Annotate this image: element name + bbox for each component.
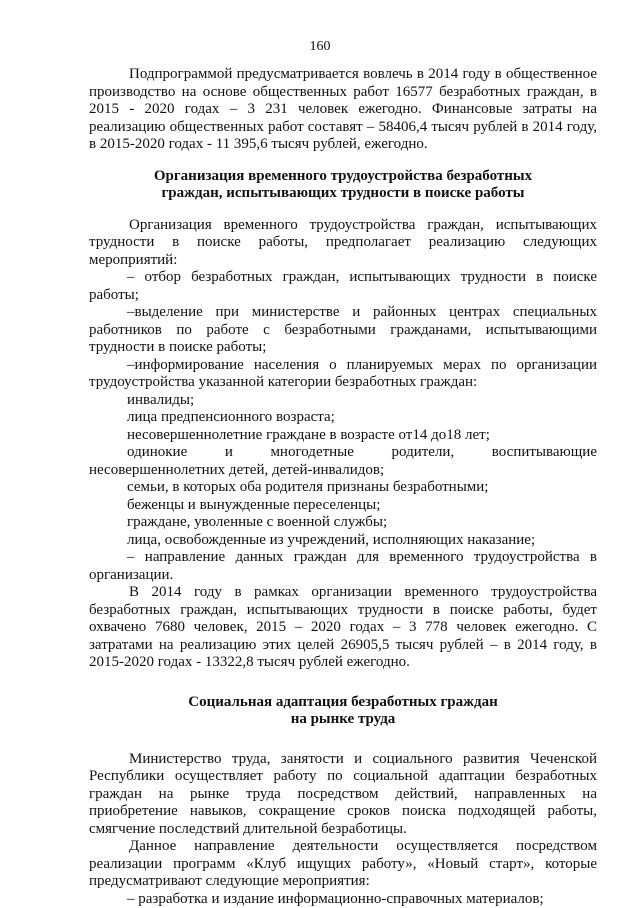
list-item-released: лица, освобожденные из учреждений, исполняющих наказание; (89, 532, 597, 550)
list-item-families: семьи, в которых оба родителя признаны безработными; (89, 479, 597, 497)
list-item-selection: – отбор безработных граждан, испытывающих трудности в поиске работы; (89, 269, 597, 304)
heading-social-adaptation-line2: на рынке труда (89, 711, 597, 729)
list-item-pre-pension: лица предпенсионного возраста; (89, 409, 597, 427)
heading-temporary-employment-line1: Организация временного трудоустройства безработных (89, 168, 597, 186)
list-item-single-parents: одинокие и многодетные родители, воспитывающие несовершеннолетних детей, детей-инвалидов; (89, 444, 597, 479)
heading-social-adaptation-line1: Социальная адаптация безработных граждан (89, 694, 597, 712)
list-item-informing: –информирование населения о планируемых мерах по организации трудоустройства указанной категории безработных граждан: (89, 357, 597, 392)
paragraph-ministry: Министерство труда, занятости и социального развития Чеченской Республики осуществляет работу по социальной адаптации безработных граждан на рынке труда посредством действий, направленных на приобретение навыков, сокращение сроков поиска подходящей работы, смягчение последствий длительной безработицы. (89, 751, 597, 839)
heading-temporary-employment-line2: граждан, испытывающих трудности в поиске работы (89, 185, 597, 203)
list-item-referral: – направление данных граждан для временного трудоустройства в организации. (89, 549, 597, 584)
paragraph-temporary-employment-2014: В 2014 году в рамках организации временного трудоустройства безработных граждан, испытывающих трудности в поиске работы, будет охвачено 7680 человек, 2015 – 2020 годах – 3 778 человек ежегодно. С затратами на реализацию этих целей 26905,5 тысяч рублей – в 2014 году, в 2015-2020 годах - 13322,8 тысяч рублей ежегодно. (89, 584, 597, 672)
list-item-allocation: –выделение при министерстве и районных центрах специальных работников по работе с безработными гражданами, испытывающими трудности в поиске работы; (89, 304, 597, 357)
page-number: 160 (0, 38, 640, 56)
list-item-minors: несовершеннолетние граждане в возрасте от14 до18 лет; (89, 427, 597, 445)
page-content (89, 66, 597, 908)
paragraph-public-works: Подпрограммой предусматривается вовлечь в 2014 году в общественное производство на основе общественных работ 16577 безработных граждан, в 2015 - 2020 годах – 3 231 человек ежегодно. Финансовые затраты на реализацию общественных работ составят – 58406,4 тысяч рублей в 2014 году, в 2015-2020 годах - 11 395,6 тысяч рублей, ежегодно. (89, 66, 597, 154)
list-item-refugees: беженцы и вынужденные переселенцы; (89, 497, 597, 515)
list-item-veterans: граждане, уволенные с военной службы; (89, 514, 597, 532)
paragraph-measures-intro: Организация временного трудоустройства граждан, испытывающих трудности в поиске работы, предполагает реализацию следующих мероприятий: (89, 217, 597, 270)
list-item-materials: – разработка и издание информационно-справочных материалов; (89, 891, 597, 908)
list-item-disabled: инвалиды; (89, 392, 597, 410)
paragraph-programs: Данное направление деятельности осуществляется посредством реализации программ «Клуб ищущих работу», «Новый старт», которые предусматривают следующие мероприятия: (89, 838, 597, 891)
